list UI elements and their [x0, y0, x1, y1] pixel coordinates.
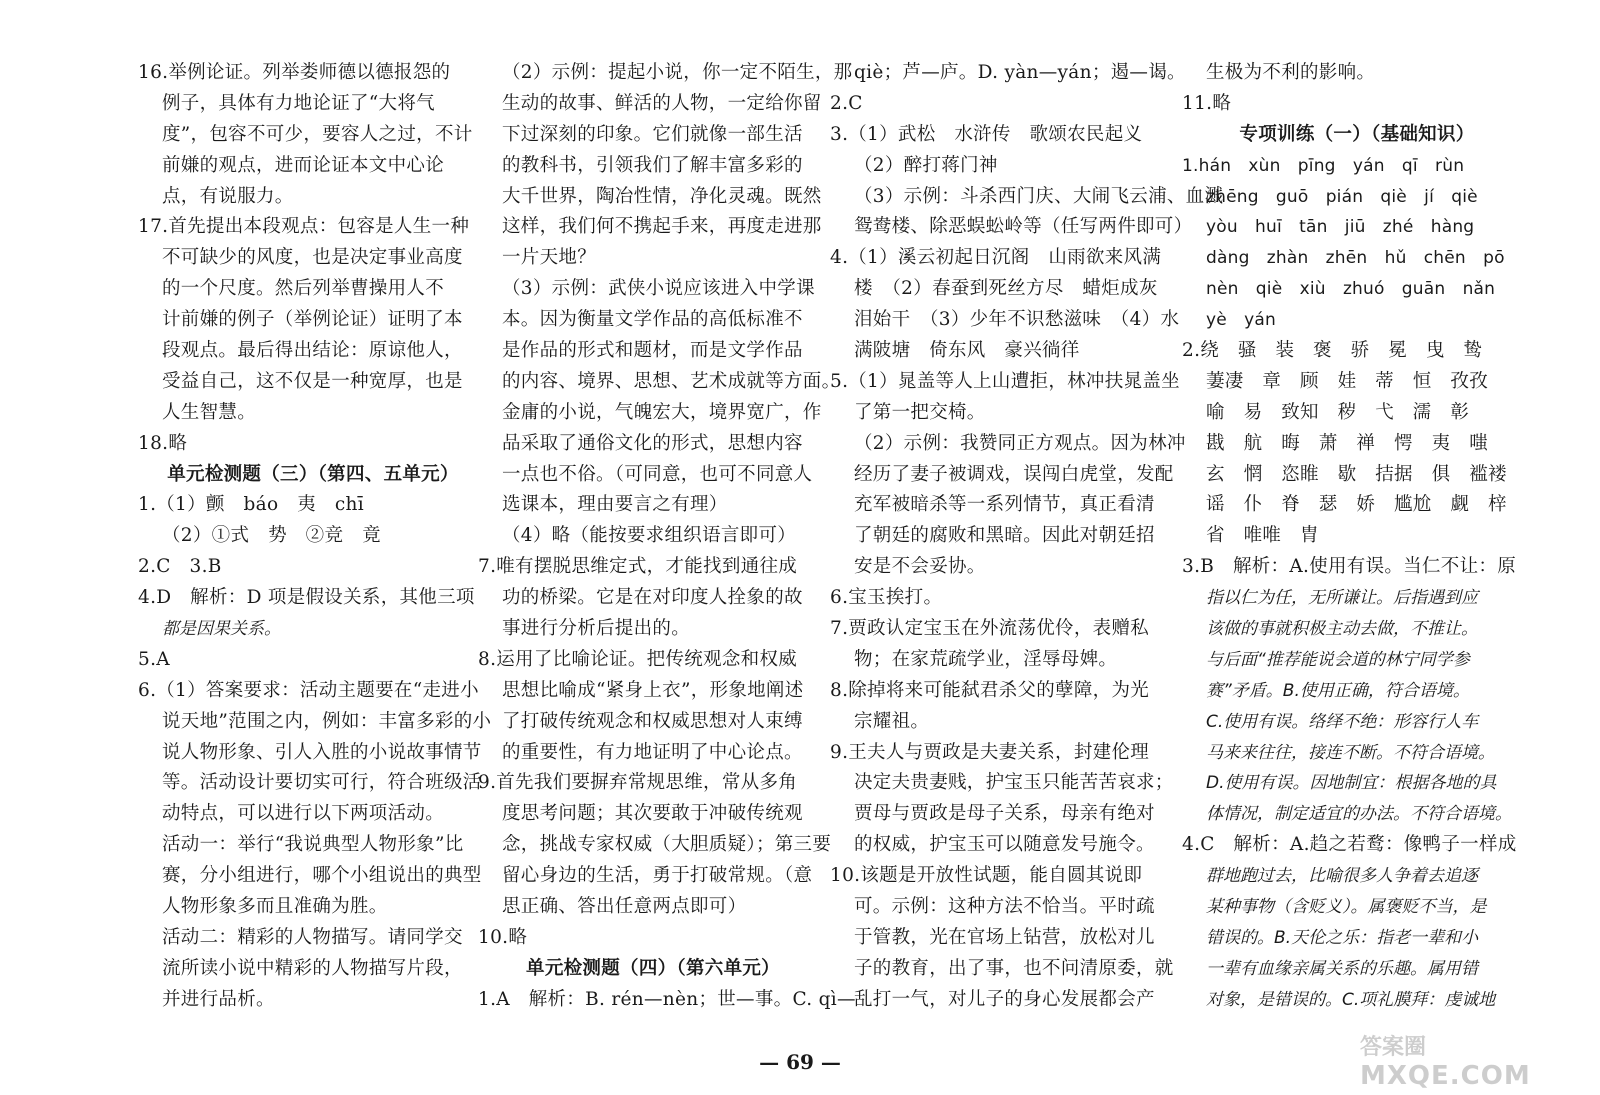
text-line: 6.宝玉挨打。: [830, 587, 943, 609]
text-line: qiè；芦—庐。D. yàn—yán；遏—谒。: [854, 62, 1186, 83]
text-line: C.使用有误。络绎不绝：形容行人车: [1206, 711, 1479, 732]
text-line: 9.王夫人与贾政是夫妻关系，封建伦理: [830, 741, 1150, 763]
text-line: 4.（1）溪云初起日沉阁 山雨欲来风满: [830, 247, 1162, 269]
text-line: （2）①式 势 ②竞 竟: [162, 525, 381, 547]
text-line: 玄 惘 恣睢 歇 拮据 俱 褴褛: [1206, 463, 1507, 485]
text-line: 下过深刻的印象。它们就像一部生活: [502, 123, 803, 145]
text-line: 的一个尺度。然后列举曹操用人不: [162, 278, 445, 300]
text-line: 乱打一气，对儿子的身心发展都会产: [854, 988, 1155, 1010]
text-line: 满陂塘 倚东风 豪兴徜徉: [854, 340, 1080, 362]
text-line: 群地跑过去，比喻很多人争着去追逐: [1206, 866, 1478, 887]
text-line: 子的教育，出了事，也不问清原委，就: [854, 957, 1174, 979]
text-line: 一辈有血缘亲属关系的乐趣。属用错: [1206, 958, 1478, 979]
text-line: 体情况，制定适宜的办法。不符合语境。: [1206, 804, 1512, 825]
text-line: 了朝廷的腐败和黑暗。因此对朝廷招: [854, 525, 1155, 547]
text-line: （3）示例：武侠小说应该进入中学课: [502, 278, 815, 300]
text-line: 留心身边的生活，勇于打破常规。（意: [502, 865, 813, 887]
text-line: 受益自己，这不仅是一种宽厚，也是: [162, 370, 463, 392]
text-line: 安是不会妥协。: [854, 556, 986, 578]
watermark-url: MXQE.COM: [1360, 1061, 1531, 1091]
text-line: 说人物形象、引人入胜的小说故事情节: [162, 741, 482, 763]
text-line: 动特点，可以进行以下两项活动。: [162, 803, 445, 825]
text-line: 大千世界，陶冶性情，净化灵魂。既然: [502, 185, 822, 207]
text-line: 了打破传统观念和权威思想对人束缚: [502, 710, 803, 732]
text-line: 10.略: [478, 926, 528, 948]
text-line: 品采取了通俗文化的形式，思想内容: [502, 432, 803, 454]
section-heading: 单元检测题（三）（第四、五单元）: [167, 463, 459, 485]
text-line: 功的桥梁。它是在对印度人拴象的故: [502, 587, 803, 609]
text-line: （4）略（能按要求组织语言即可）: [502, 525, 797, 547]
text-line: （3）示例：斗杀西门庆、大闹飞云浦、血溅: [854, 185, 1224, 207]
text-line: 马来来往往，接连不断。不符合语境。: [1206, 742, 1495, 763]
text-line: 喻 易 致知 秽 弋 濡 彰: [1206, 401, 1470, 423]
text-line: 3.B 解析：A.使用有误。当仁不让：原: [1182, 556, 1516, 578]
text-line: 该做的事就积极主动去做，不推让。: [1206, 619, 1478, 640]
text-line: （2）醉打蒋门神: [854, 154, 998, 176]
text-line: 流所读小说中精彩的人物描写片段，: [162, 957, 463, 979]
text-line: 人生智慧。: [162, 401, 257, 423]
text-line: 物；在家荒疏学业，淫辱母婢。: [854, 648, 1118, 670]
text-line: yè yán: [1206, 310, 1276, 331]
text-line: 可。示例：这种方法不恰当。平时疏: [854, 896, 1155, 918]
text-line: 一点也不俗。（可同意，也可不同意人: [502, 463, 813, 485]
text-column-1: [138, 58, 492, 1016]
text-line: 决定夫贵妻贱，护宝玉只能苦苦哀求；: [854, 772, 1174, 794]
text-line: 泪始干 （3）少年不识愁滋味 （4）水: [854, 309, 1180, 331]
text-line: 某种事物（含贬义）。属褒贬不当，是: [1206, 897, 1487, 918]
section-heading: 专项训练（一）（基础知识）: [1239, 123, 1475, 145]
text-line: 8.除掉将来可能弑君杀父的孽障，为光: [830, 679, 1150, 701]
section-heading: 单元检测题（四）（第六单元）: [526, 957, 780, 979]
text-line: 5.（1）晁盖等人上山遭拒，林冲扶晁盖坐: [830, 370, 1180, 392]
text-line: 指以仁为任，无所谦让。后指遇到应: [1206, 588, 1478, 609]
text-line: 2.C 3.B: [138, 556, 222, 578]
text-line: 充军被暗杀等一系列情节，真正看清: [854, 494, 1155, 516]
text-line: 并进行品析。: [162, 988, 275, 1010]
text-line: 例子，具体有力地论证了“大将气: [162, 92, 435, 114]
text-line: 1.A 解析：B. rén—nèn；世—事。C. qì—: [478, 988, 856, 1010]
text-line: 度思考问题；其次要敢于冲破传统观: [502, 803, 803, 825]
text-line: 这样，我们何不携起手来，再度走进那: [502, 216, 822, 238]
text-line: 思正确、答出任意两点即可）: [502, 896, 747, 918]
text-line: 6.（1）答案要求：活动主题要在“走进小: [138, 679, 479, 701]
text-line: 3.（1）武松 水浒传 歌颂农民起义: [830, 123, 1143, 145]
text-line: 与后面“推荐能说会道的林宁同学参: [1206, 649, 1470, 670]
text-line: 9.首先我们要摒弃常规思维，常从多角: [478, 772, 798, 794]
text-line: 度”，包容不可少，要容人之过，不计: [162, 123, 473, 145]
text-line: 对象，是错误的。C.项礼膜拜：虔诚地: [1206, 989, 1496, 1010]
text-line: 2.绕 骚 装 褒 骄 冕 曳 鸷: [1182, 340, 1483, 362]
text-line: 一片天地？: [502, 247, 597, 269]
text-line: 4.C 解析：A.趋之若鹜：像鸭子一样成: [1182, 834, 1517, 856]
text-line: 贾母与贾政是母子关系，母亲有绝对: [854, 803, 1155, 825]
text-line: （2）示例：我赞同正方观点。因为林冲: [854, 432, 1186, 454]
text-column-4: [1182, 58, 1532, 1016]
text-line: 了第一把交椅。: [854, 401, 986, 423]
text-line: 选课本，理由要言之有理）: [502, 494, 728, 516]
text-line: 本。因为衡量文学作品的高低标准不: [502, 309, 803, 331]
text-line: 10.该题是开放性试题，能自圆其说即: [830, 865, 1143, 887]
text-line: 的权威，护宝玉可以随意发号施令。: [854, 834, 1155, 856]
text-line: 鸳鸯楼、除恶蜈蚣岭等（任写两件即可）: [854, 216, 1193, 238]
text-line: 生极为不利的影响。: [1206, 62, 1376, 83]
text-line: 赛”矛盾。B.使用正确，符合语境。: [1206, 680, 1470, 701]
text-line: 说天地”范围之内，例如：丰富多彩的小: [162, 710, 492, 732]
text-line: 的教科书，引领我们了解丰富多彩的: [502, 154, 803, 176]
text-line: 17.首先提出本段观点：包容是人生一种: [138, 216, 470, 238]
text-line: 不可缺少的风度，也是决定事业高度: [162, 247, 463, 269]
text-line: 7.唯有摆脱思维定式，才能找到通往成: [478, 556, 798, 578]
text-line: 都是因果关系。: [162, 619, 281, 640]
page-number: — 69 —: [759, 1050, 841, 1074]
text-line: 人物形象多而且准确为胜。: [162, 896, 388, 918]
text-line: 是作品的形式和题材，而是文学作品: [502, 340, 803, 362]
text-line: 金庸的小说，气魄宏大，境界宽广，作: [502, 401, 822, 423]
text-line: 的重要性，有力地证明了中心论点。: [502, 741, 803, 763]
text-line: 宗耀祖。: [854, 710, 930, 732]
text-line: yòu huī tān jiū zhé hàng: [1206, 217, 1475, 238]
text-line: 经历了妻子被调戏，误闯白虎堂，发配: [854, 463, 1174, 485]
text-line: 1.hán xùn pīng yán qī rùn: [1182, 155, 1465, 176]
text-line: 于管教，光在官场上钻营，放松对儿: [854, 926, 1155, 948]
text-line: （2）示例：提起小说，你一定不陌生，那: [502, 62, 853, 83]
text-line: 前嫌的观点，进而论证本文中心论: [162, 154, 445, 176]
text-line: 段观点。最后得出结论：原谅他人，: [162, 340, 463, 362]
watermark: [1360, 1030, 1590, 1092]
text-line: nèn qiè xiù zhuó guān nǎn: [1206, 279, 1496, 300]
text-line: 4.D 解析：D 项是假设关系，其他三项: [138, 587, 475, 609]
text-line: 赛，分小组进行，哪个小组说出的典型: [162, 865, 482, 887]
text-line: 的内容、境界、思想、艺术成就等方面。: [502, 370, 841, 392]
text-line: 戡 航 晦 萧 禅 愕 夷 嗤: [1206, 432, 1489, 454]
text-line: D.使用有误。因地制宜：根据各地的具: [1206, 773, 1497, 794]
text-line: 8.运用了比喻论证。把传统观念和权威: [478, 648, 798, 670]
text-line: 5.A: [138, 648, 170, 670]
text-line: 楼 （2）春蚕到死丝方尽 蜡炬成灰: [854, 278, 1158, 300]
text-line: 11.略: [1182, 92, 1232, 114]
text-line: 7.贾政认定宝玉在外流荡优伶，表赠私: [830, 618, 1150, 640]
text-line: 计前嫌的例子（举例论证）证明了本: [162, 309, 463, 331]
text-line: 生动的故事、鲜活的人物，一定给你留: [502, 92, 822, 114]
text-line: 16.举例论证。列举娄师德以德报怨的: [138, 62, 451, 83]
text-line: 错误的。B.天伦之乐：指老一辈和小: [1206, 927, 1479, 948]
text-line: 事进行分析后提出的。: [502, 618, 691, 640]
watermark-logo: 答案圈: [1360, 1035, 1427, 1060]
text-line: dàng zhàn zhēn hǔ chēn pō: [1206, 248, 1505, 269]
text-line: 18.略: [138, 432, 188, 454]
text-line: 等。活动设计要切实可行，符合班级活: [162, 772, 482, 794]
text-line: 谣 仆 脊 瑟 娇 尴尬 觑 梓: [1206, 494, 1507, 516]
text-line: 活动一：举行“我说典型人物形象”比: [162, 834, 464, 856]
text-line: 思想比喻成“紧身上衣”，形象地阐述: [502, 679, 804, 701]
text-line: 省 唯唯 胄: [1206, 525, 1319, 547]
text-line: 点，有说服力。: [162, 185, 294, 207]
text-line: 2.C: [830, 92, 863, 114]
text-line: 萋凄 章 顾 娃 蒂 恒 孜孜: [1206, 370, 1489, 392]
text-line: zhēng guō pián qiè jí qiè: [1206, 186, 1478, 207]
text-line: 念，挑战专家权威（大胆质疑）；第三要: [502, 834, 832, 856]
text-line: 活动二：精彩的人物描写。请同学交: [162, 926, 463, 948]
text-line: 1.（1）颤 báo 夷 chī: [138, 494, 364, 516]
